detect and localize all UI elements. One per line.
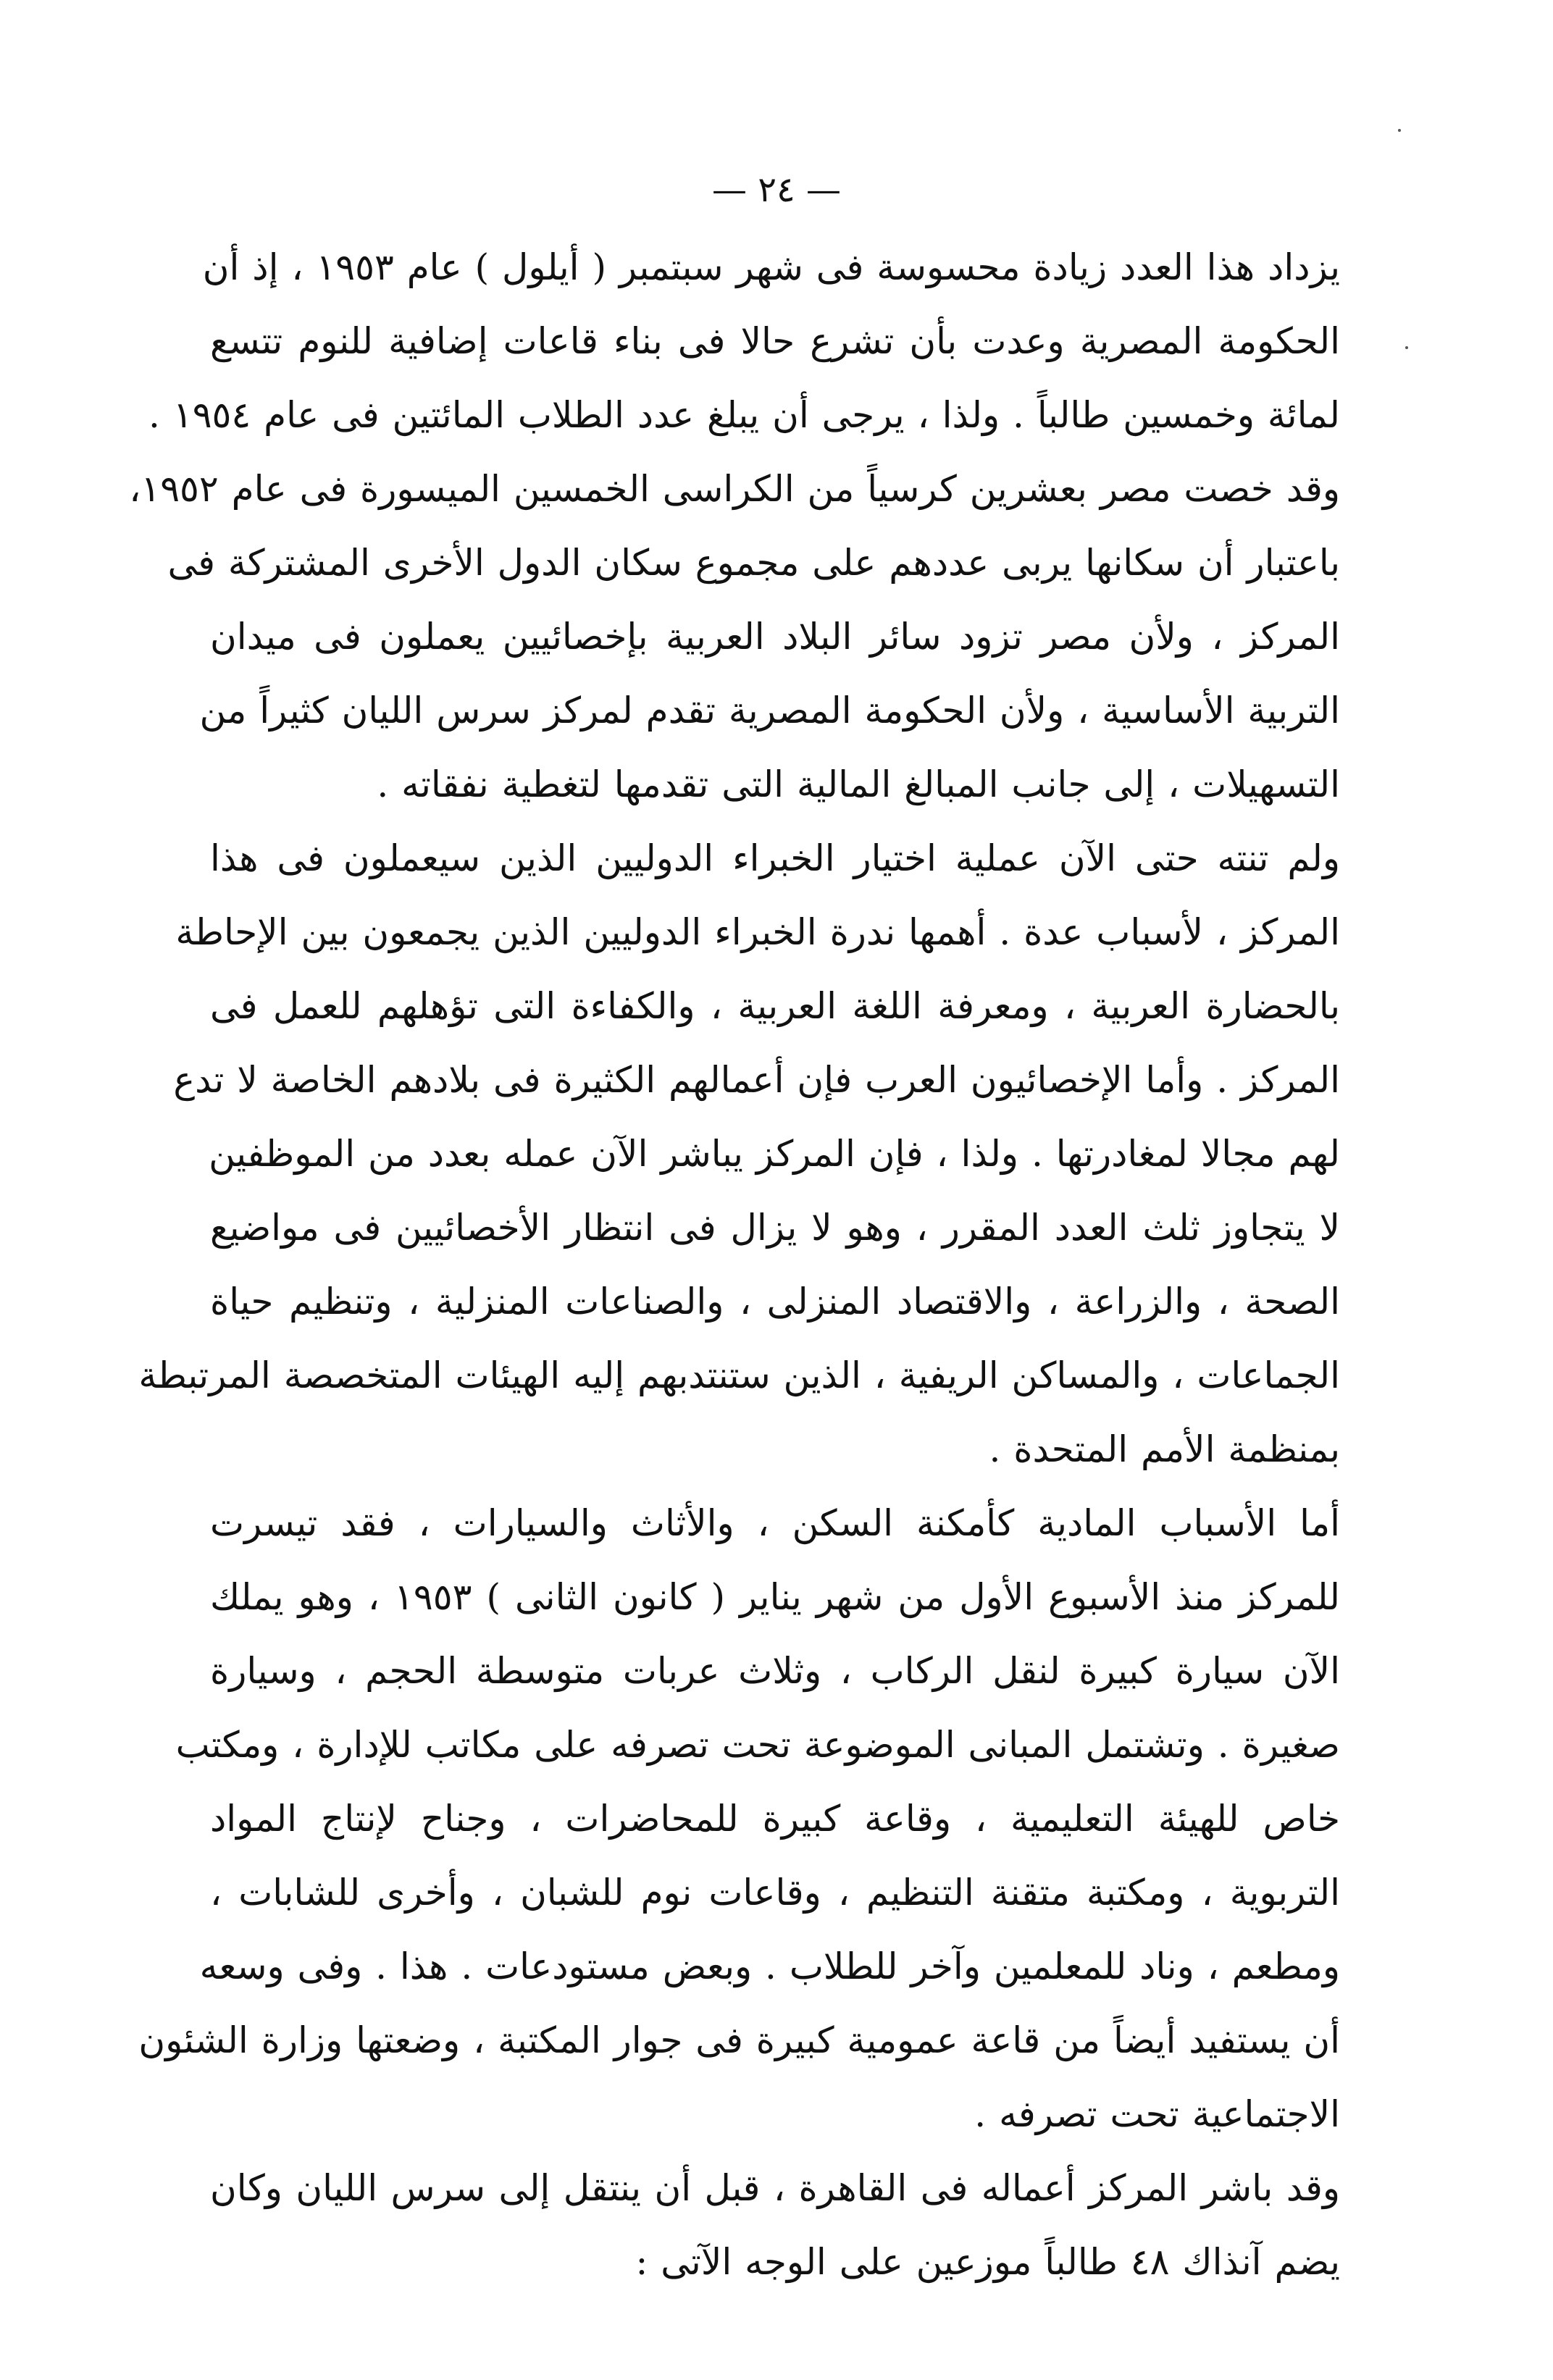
text-line: بمنظمة الأمم المتحدة . (989, 1428, 1340, 1470)
text-line: الصحة ، والزراعة ، والاقتصاد المنزلى ، والصناعات المنزلية ، وتنظيم حياة (210, 1281, 1340, 1323)
text-line: وقد خصت مصر بعشرين كرسياً من الكراسى الخمسين الميسورة فى عام ١٩٥٢، (129, 468, 1340, 510)
scan-speck (1405, 346, 1408, 349)
text-line: يضم آنذاك ٤٨ طالباً موزعين على الوجه الآتى : (635, 2241, 1340, 2283)
text-line: المركز . وأما الإخصائيون العرب فإن أعمالهم الكثيرة فى بلادهم الخاصة لا تدع (173, 1059, 1340, 1101)
text-line: خاص للهيئة التعليمية ، وقاعة كبيرة للمحاضرات ، وجناح لإنتاج المواد (210, 1798, 1340, 1840)
text-line: لا يتجاوز ثلث العدد المقرر ، وهو لا يزال فى انتظار الأخصائيين فى مواضيع (210, 1207, 1340, 1249)
paragraph-start-line: ولم تنته حتى الآن عملية اختيار الخبراء الدوليين الذين سيعملون فى هذا (210, 837, 1340, 879)
text-line: للمركز منذ الأسبوع الأول من شهر يناير ( كانون الثانى ) ١٩٥٣ ، وهو يملك (210, 1576, 1340, 1618)
paragraph-start-line: أما الأسباب المادية كأمكنة السكن ، والأثاث والسيارات ، فقد تيسرت (210, 1502, 1340, 1544)
text-line: باعتبار أن سكانها يربى عددهم على مجموع سكان الدول الأخرى المشتركة فى (167, 542, 1340, 584)
text-line: بالحضارة العربية ، ومعرفة اللغة العربية ، والكفاءة التى تؤهلهم للعمل فى (210, 985, 1340, 1027)
body-text (129, 230, 1340, 2299)
text-line: أن يستفيد أيضاً من قاعة عمومية كبيرة فى جوار المكتبة ، وضعتها وزارة الشئون (138, 2019, 1340, 2061)
text-line: يزداد هذا العدد زيادة محسوسة فى شهر سبتمبر ( أيلول ) عام ١٩٥٣ ، إذ أن (202, 246, 1340, 288)
text-line: التسهيلات ، إلى جانب المبالغ المالية التى تقدمها لتغطية نفقاته . (377, 763, 1340, 805)
text-line: الآن سيارة كبيرة لنقل الركاب ، وثلاث عربات متوسطة الحجم ، وسيارة (210, 1650, 1340, 1692)
text-line: المركز ، ولأن مصر تزود سائر البلاد العربية بإخصائيين يعملون فى ميدان (210, 616, 1340, 658)
text-line: التربوية ، ومكتبة متقنة التنظيم ، وقاعات نوم للشبان ، وأخرى للشابات ، (210, 1872, 1340, 1914)
text-line: ومطعم ، وناد للمعلمين وآخر للطلاب . وبعض مستودعات . هذا . وفى وسعه (199, 1945, 1340, 1987)
paragraph-start-line: وقد باشر المركز أعماله فى القاهرة ، قبل أن ينتقل إلى سرس الليان وكان (210, 2167, 1340, 2209)
text-line: التربية الأساسية ، ولأن الحكومة المصرية تقدم لمركز سرس الليان كثيراً من (199, 690, 1340, 732)
text-line: لهم مجالا لمغادرتها . ولذا ، فإن المركز يباشر الآن عمله بعدد من الموظفين (209, 1133, 1340, 1175)
page-number: — ٢٤ — (711, 169, 842, 210)
scan-speck (1398, 129, 1401, 132)
text-line: لمائة وخمسين طالباً . ولذا ، يرجى أن يبلغ عدد الطلاب المائتين فى عام ١٩٥٤ . (148, 394, 1340, 436)
text-line: صغيرة . وتشتمل المبانى الموضوعة تحت تصرفه على مكاتب للإدارة ، ومكتب (175, 1724, 1340, 1766)
text-line: الجماعات ، والمساكن الريفية ، الذين ستنتدبهم إليه الهيئات المتخصصة المرتبطة (138, 1354, 1340, 1396)
text-line: المركز ، لأسباب عدة . أهمها ندرة الخبراء الدوليين الذين يجمعون بين الإحاطة (175, 911, 1340, 953)
text-line: الاجتماعية تحت تصرفه . (974, 2093, 1340, 2135)
text-line: الحكومة المصرية وعدت بأن تشرع حالا فى بناء قاعات إضافية للنوم تتسع (210, 320, 1340, 362)
